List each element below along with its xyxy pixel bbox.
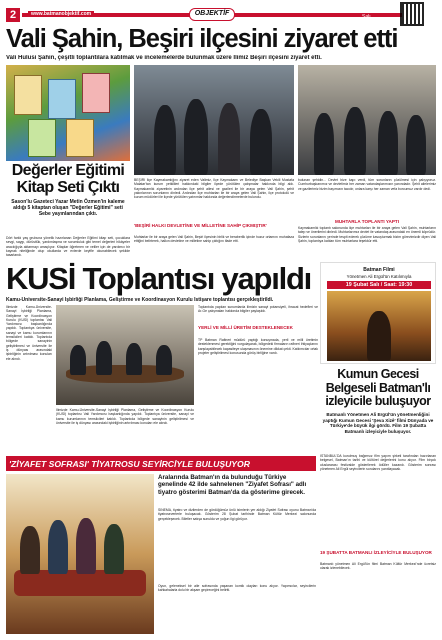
kusi-story-headline: KUSİ Toplantısı yapıldı xyxy=(6,261,312,296)
book-story-subheadline: Sason'lu Gazeteci Yazar Metin Özmen'in kaleme aldığı 5 kitaptan oluşan "Değerler Eğitimi" seti Sebe yayınlarından çıktı. xyxy=(11,199,125,217)
person-figure xyxy=(406,115,426,175)
person-figure xyxy=(154,105,176,175)
top-story-headline: Vali Şahin, Beşiri ilçesini ziyaret etti xyxy=(6,25,398,53)
kusi-story-subheadline: Kamu-Üniversite-Sanayi İşbirliği Planlama, Geliştirme ve Koordinasyon Kurulu İstişare toplantısı gerçekleştirildi. xyxy=(6,297,274,303)
kumun-story-body: İSTANBUL'DA kurulmuş bağımsız film yapım şirketi tarafından hazırlanan belgesel, Batman'ın tarihi ve kültürel değerlerini konu alıyor. Film birçok uluslararası festivalde gösterilerek ödüller kazandı. Gösterim sonrası yönetmen Ali Ergül seyircilerin sorularını yanıtlayacak. xyxy=(320,454,436,471)
top-story-subheadline: Vali Hulusi Şahin, çeşitli toplantılara katılmak ve incelemelerde bulunmak üzere İlimiz Beşiri ilçesini ziyaret etti. xyxy=(6,55,322,61)
person-figure xyxy=(184,99,208,175)
book-cover xyxy=(66,119,94,157)
person-figure xyxy=(126,343,142,375)
person-figure xyxy=(104,524,124,574)
kusi-story-body-col1: İlimizde Kamu-Üniversite-Sanayi İşbirliği Planlama, Geliştirme ve Koordinasyon Kurulu (KUSİ) toplantısı Vali Yardımcısı başkanlığında yapıldı. Toplantıya üniversite, sanayi ve kamu kurumlarının temsilcileri katıldı. Toplantıda bölgede sanayinin geliştirilmesi ve üniversite ile iş dünyası arasındaki işbirliğinin artırılması konuları ele alındı. xyxy=(6,305,52,361)
theatre-poster-photo xyxy=(6,474,154,634)
book-cover xyxy=(28,119,56,157)
person-figure xyxy=(314,113,334,175)
person-figure xyxy=(156,345,172,375)
film-ad xyxy=(320,262,436,364)
kumun-story-lead: Batmanlı Yönetmen Ali Ergül'ün yönetmenliğini yaptığı Kumun Gecesi 'Şeva Xizê' filmi Dünyada ve Türkiye'de büyük ilgi gördü. Film 19 Şubatta Batmanlı izleyiciyle buluşuyor. xyxy=(322,412,434,434)
kusi-meeting-photo xyxy=(56,305,194,405)
kusi-story-body-col2: Toplantıda yapılan sunumlarda ilimizin sanayi potansiyeli, ihracat hedefleri ve Ar-Ge çalışmaları hakkında bilgiler paylaşıldı. xyxy=(198,305,318,314)
kusi-caption-strip xyxy=(56,408,194,454)
person-figure xyxy=(96,341,112,375)
book-cover-photo xyxy=(6,65,130,161)
book-story-headline: Değerler Eğitimi Kitap Seti Çıktı xyxy=(11,162,125,196)
theatre-story-body-2: Oyun, geleneksel bir aile sofrasında yaşanan komik olayları konu alıyor. Yapımcılar, seyircilerin kahkahalarla dolu bir akşam geçireceğini belirtti. xyxy=(158,584,316,593)
kumun-story-body-2: Batmanlı yönetmen Ali Ergül'ün filmi Batman Kültür Merkezi'nde ücretsiz olarak izlenebilecek. xyxy=(320,562,436,571)
book-cover xyxy=(48,79,76,119)
book-cover xyxy=(14,75,42,115)
kumun-story-headline: Kumun Gecesi Belgeseli Batman'lı izleyicile buluşuyor xyxy=(325,367,431,408)
ad-poster xyxy=(327,291,431,361)
top-story-body-col1b: Muhtarlar ile bir araya gelen Vali Şahin, Beşiri ilçesinin birlik ve beraberlik içinde huzur ortamını muhafaza ettiğini belirterek, halkın devletine ve milletine sahip çıktığını ifade etti. xyxy=(134,235,294,244)
page-number: 2 xyxy=(9,9,17,21)
person-figure xyxy=(250,109,272,175)
ad-director-line: Yönetmen Ali Ergül'ün Katılımıyla xyxy=(346,274,412,279)
logo-text: OBJEKTİF xyxy=(194,10,230,17)
issue-day: Salı xyxy=(362,14,371,20)
kumun-story-subhead: 19 ŞUBATTA BATMANLI İZLEYİCİYLE BULUŞUYOR xyxy=(320,550,432,555)
issue-date: 19 Şubat 2019 xyxy=(344,8,377,14)
theatre-story-lead: Aralarında Batman'ın da bulunduğu Türkiye genelinde 42 ilde sahnelenen "Ziyafet Sofrası" adlı tiyatro gösterimi Batman'da da gösterime girecek. xyxy=(158,474,307,496)
top-story-body-col2: bulunan şehidin... Devlet bize kapı verdi, tüm sorunların çözülmesi için çalışıyoruz. Cumhurbaşkanımız ve devletimiz her zaman vatandaşlarımızın yanındadır. Şehit ailelerimiz ve gazilerimiz bizim başımızın tacıdır, onlara karşı her zaman vefa borcumuz vardır dedi. xyxy=(298,178,436,191)
ad-datetime: 19 Şubat Salı / Saat: 19:30 xyxy=(327,281,431,289)
top-story-photo-main xyxy=(134,65,294,175)
person-figure xyxy=(378,111,398,175)
logo xyxy=(189,8,235,21)
person-figure xyxy=(218,103,240,175)
top-story-photo-right xyxy=(298,65,436,175)
ad-poster-figure xyxy=(367,311,391,361)
person-figure xyxy=(70,345,86,375)
book-cover xyxy=(82,73,110,113)
person-figure xyxy=(20,526,40,574)
top-story-body-col2b: Kaymakamlık toplantı salonunda ilçe muhtarları ile bir araya gelen Vali Şahin, muhtarların talep ve önerilerini dinledi. Muhtarlarımız devlet ile vatandaş arasındaki en önemli köprüdür. Sizlerin sorunlarını yerinde tespit ederek çözüme kavuşturmak bizim görevimizdir diyen Vali Şahin, toplantıya katılan tüm muhtarlara teşekkür etti. xyxy=(298,226,436,243)
kusi-caption: İlimizde Kamu-Üniversite-Sanayi İşbirliği Planlama, Geliştirme ve Koordinasyon Kurulu (KUSİ) toplantısı Vali Yardımcısı başkanlığında yapıldı. Toplantıya üniversite, sanayi ve kamu kurumlarının temsilcileri katıldı. Toplantıda bölgede sanayinin geliştirilmesi ve üniversite ile iş dünyası arasındaki işbirliğinin artırılması konuları ele alındı. xyxy=(56,408,194,425)
kusi-story-body-col2b: TP Batman Rafineri müdürü yaptığı konuşmada, yerli ve milli üretimin desteklenmesi gerektiğini vurgulayarak, bölgedeki firmaların rafineri ihtiyaçlarını karşılayabilecek kapasiteye ulaşmasının önemine dikkat çekti. Katılımcılar ortak projeler geliştirilmesi konusunda görüş birliğine vardı. xyxy=(198,338,318,355)
book-story-body: Dört farklı yaş grubuna yönelik hazırlanan Değerler Eğitimi kitap seti, çocuklara sevgi, saygı, dürüstlük, yardımlaşma ve sorumluluk gibi temel değerleri hikâyeler aracılığıyla aktarmayı amaçlıyor. Kitaplar öğretmen ve veliler için de yardımcı bir kaynak niteliğinde olup okullarda ve evlerde keyifle okunabilecek şekilde tasarlandı. xyxy=(6,236,130,258)
ad-film-title: Batman Filmi xyxy=(363,267,395,273)
masthead xyxy=(6,8,436,22)
kusi-story-subhead: YERLİ VE MİLLİ ÜRETİM DESTEKLENECEK xyxy=(198,325,293,330)
website-link[interactable]: www.batmanobjektif.com xyxy=(28,11,94,17)
qr-code xyxy=(400,2,424,26)
person-figure xyxy=(76,518,96,574)
person-figure xyxy=(48,520,68,574)
top-story-subhead-1: 'BEŞİRİ HALKI DEVLETİNE VE MİLLETİNE SAHİP ÇIKMIŞTIR' xyxy=(134,223,267,228)
person-figure xyxy=(344,107,366,175)
top-story-subhead-2: MUHTARLA TOPLANTI YAPTI xyxy=(335,219,399,224)
theatre-story-headline: 'ZİYAFET SOFRASI' TİYATROSU SEYİRCİYLE BULUŞUYOR xyxy=(9,459,250,469)
top-story-body-col1: BEŞİRİ İlçe Kaymakamlığını ziyaret eden Valimiz, İlçe Kaymakamı ve Belediye Başkan Vekili Mustafa Malatar'tan kurum yetkilileri hakkındaki bilgiler ilçede yürütülen çalışmalar hakkında bilgi aldı. Kaymakamlık ziyaretinin ardından ilçe şehit ailesi ve gazileri ile bir araya gelen Vali Şahin, şehit yakınlarının sorunlarını dinledi. Ardından ilçe muhtarları ile bir araya gelen Vali Şahin, ilçe protokolü ve kurum müdürleri ile ilçede yürütülen yatırımlar hakkında değerlendirmelerde bulundu. xyxy=(134,178,294,200)
theatre-story-body: SİNEMA, tiyatro ve dizilerden de gördüğümüz ünlü isimlerin yer aldığı Ziyafet Sofrası oyunu Batman'da tiyatroseverlerle buluşacak. Gösterim 28 Şubat tarihinde Batman Kültür Merkezi salonunda gerçekleşecek. Biletler satışa sunuldu ve yoğun ilgi görüyor. xyxy=(158,508,316,521)
